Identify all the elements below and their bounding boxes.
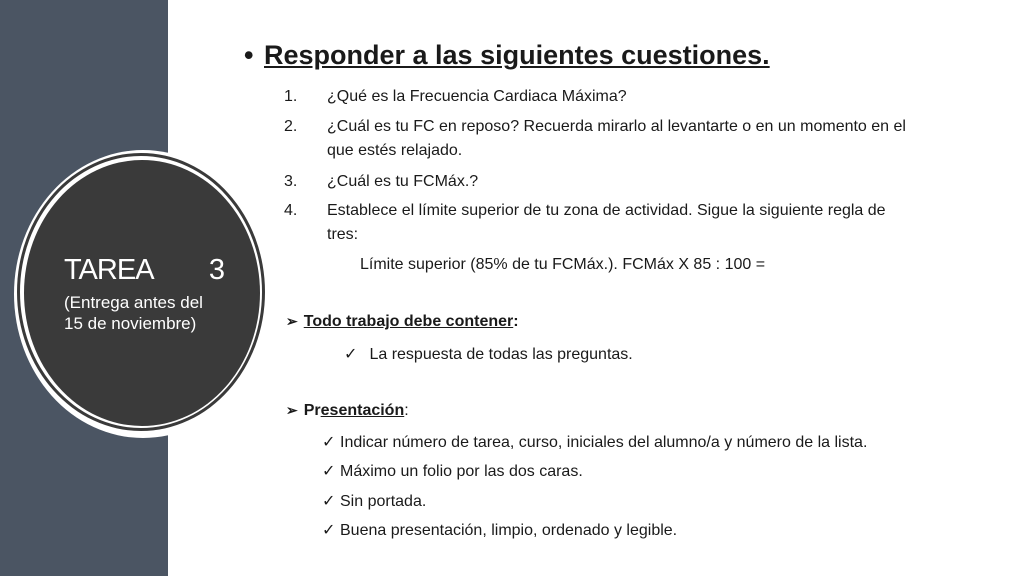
section-title: Todo trabajo debe contener <box>303 313 514 330</box>
deadline-line-2: 15 de noviembre) <box>64 314 197 333</box>
arrow-icon: ➢ <box>286 313 298 329</box>
list-item <box>322 520 677 540</box>
question-text: Establece el límite superior de tu zona de actividad. Sigue la siguiente regla de <box>327 202 886 219</box>
task-title <box>64 254 224 287</box>
heading-bullet: • <box>244 40 254 70</box>
question-number: 3. <box>284 173 298 190</box>
deadline-line-1: (Entrega antes del <box>64 293 203 312</box>
question-text: ¿Qué es la Frecuencia Cardiaca Máxima? <box>327 88 627 105</box>
list-item-text: Máximo un folio por las dos caras. <box>340 463 583 480</box>
question-number: 2. <box>284 118 298 135</box>
arrow-icon: ➢ <box>286 402 298 418</box>
section-title-start: Pr <box>303 402 321 419</box>
list-item-text: Buena presentación, limpio, ordenado y legible. <box>340 522 678 539</box>
formula-text: Límite superior (85% de tu FCMáx.). FCMáx X 85 : 100 = <box>360 256 766 273</box>
heading-text: Responder a las siguientes cuestiones. <box>264 40 770 70</box>
check-icon: ✓ <box>322 434 336 451</box>
task-deadline <box>64 292 230 334</box>
question-text: que estés relajado. <box>327 142 463 159</box>
section-requirements <box>286 313 519 331</box>
section-colon: : <box>404 402 409 419</box>
check-icon: ✓ <box>344 346 358 363</box>
list-item-text: La respuesta de todas las preguntas. <box>369 346 633 363</box>
section-colon: : <box>513 313 519 330</box>
question-text: tres: <box>327 226 359 243</box>
question-number: 4. <box>284 202 298 219</box>
task-number: 3 <box>208 254 224 286</box>
task-word: TAREA <box>64 254 154 286</box>
check-icon: ✓ <box>322 493 336 510</box>
list-item-text: Indicar número de tarea, curso, iniciales del alumno/a y número de la lista. <box>340 434 868 451</box>
list-item <box>322 461 583 481</box>
question-text: ¿Cuál es tu FCMáx.? <box>327 173 479 190</box>
list-item <box>322 491 426 511</box>
section-presentation <box>286 402 409 420</box>
check-icon: ✓ <box>322 522 336 539</box>
list-item-text: Sin portada. <box>340 493 427 510</box>
question-text: ¿Cuál es tu FC en reposo? Recuerda mirarlo al levantarte o en un momento en el <box>327 118 906 135</box>
section-title-rest: esentación <box>320 402 405 419</box>
page-heading <box>244 40 770 71</box>
list-item <box>322 432 867 452</box>
question-number: 1. <box>284 88 298 105</box>
check-icon: ✓ <box>322 463 336 480</box>
list-item <box>344 344 633 364</box>
